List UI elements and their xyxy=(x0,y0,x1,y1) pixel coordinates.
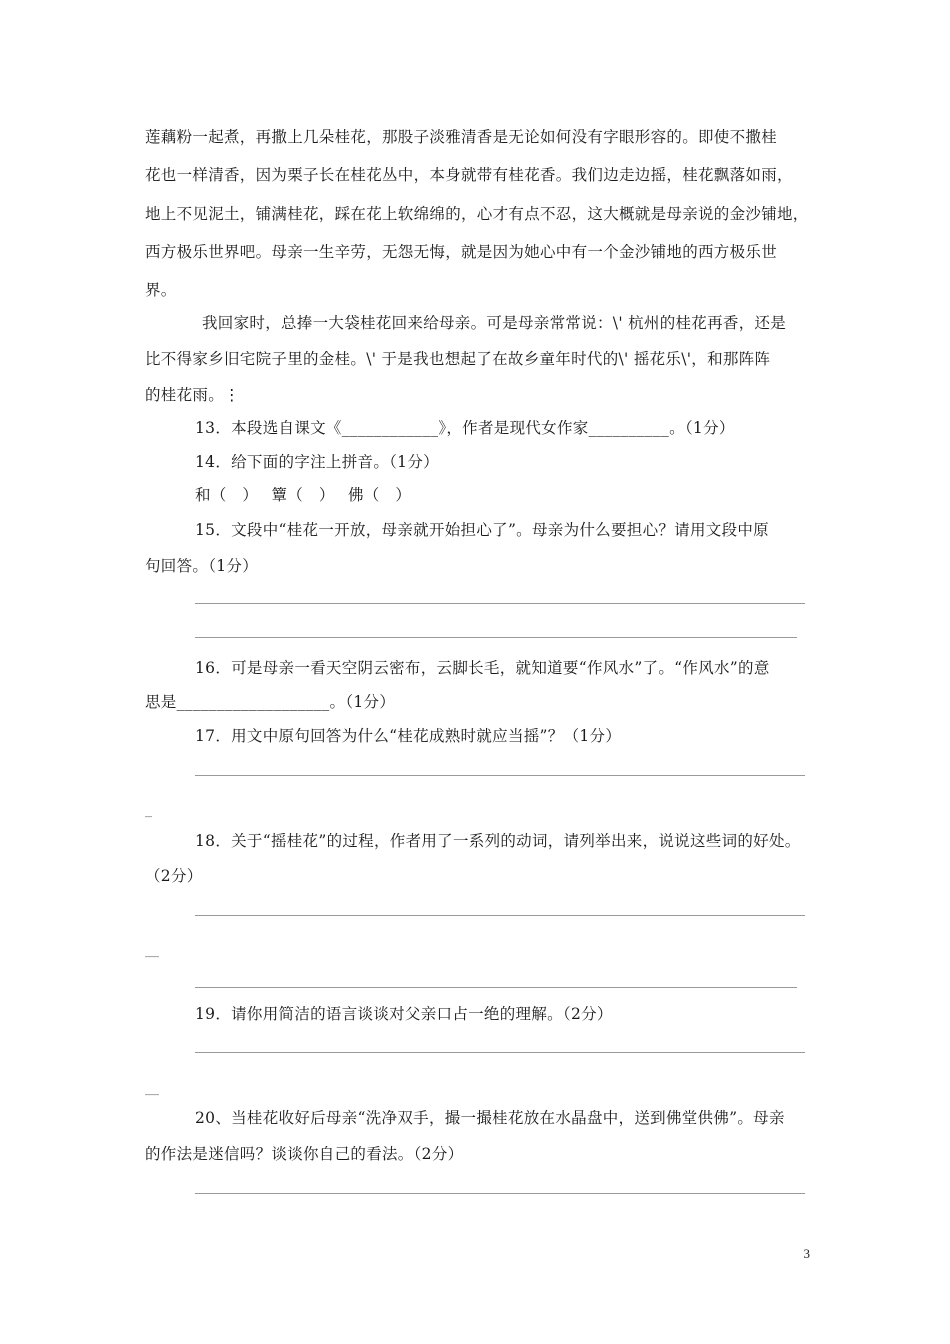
answer-line-19 xyxy=(195,1052,805,1053)
passage-line-4: 西方极乐世界吧。母亲一生辛劳，无怨无悔，就是因为她心中有一个金沙铺地的西方极乐世 xyxy=(145,243,778,261)
question-15-line-1: 15．文段中“桂花一开放，母亲就开始担心了”。母亲为什么要担心？请用文段中原 xyxy=(195,521,769,539)
answer-line-17 xyxy=(195,775,805,776)
passage2-line-2: 比不得家乡旧宅院子里的金桂。\' 于是我也想起了在故乡童年时代的\' 摇花乐\'，和那阵阵 xyxy=(145,350,771,368)
answer-line-15a xyxy=(195,603,805,604)
answer-line-18a xyxy=(195,915,805,916)
passage-line-2: 花也一样清香，因为栗子长在桂花丛中，本身就带有桂花香。我们边走边摇，桂花飘落如雨， xyxy=(145,166,793,184)
question-16-line-1: 16．可是母亲一看天空阴云密布，云脚长毛，就知道要“作风水”了。“作风水”的意 xyxy=(195,659,770,677)
question-20-line-2: 的作法是迷信吗？谈谈你自己的看法。（2分） xyxy=(145,1145,464,1163)
passage2-line-1: 我回家时，总捧一大袋桂花回来给母亲。可是母亲常常说：\' 杭州的桂花再香，还是 xyxy=(202,314,787,332)
question-17: 17．用文中原句回答为什么“桂花成熟时就应当摇”？（1分） xyxy=(195,727,622,745)
question-18-line-2: （2分） xyxy=(145,867,203,885)
question-20-line-1: 20、当桂花收好后母亲“洗净双手，撮一撮桂花放在水晶盘中，送到佛堂供佛”。母亲 xyxy=(195,1109,785,1127)
dash-mark-19: __ xyxy=(145,1080,159,1096)
question-19: 19．请你用简洁的语言谈谈对父亲口占一绝的理解。（2分） xyxy=(195,1005,613,1023)
question-16-line-2: 思是___________________。（1分） xyxy=(145,693,396,711)
question-15-line-2: 句回答。（1分） xyxy=(145,557,259,575)
passage-line-5: 界。 xyxy=(145,281,177,299)
answer-line-15b xyxy=(195,637,797,638)
question-14: 14．给下面的字注上拼音。（1分） xyxy=(195,453,439,471)
passage-line-1: 莲藕粉一起煮，再撒上几朵桂花，那股子淡雅清香是无论如何没有字眼形容的。即使不撒桂 xyxy=(145,128,778,146)
answer-line-20 xyxy=(195,1193,805,1194)
dash-mark-17: _ xyxy=(145,802,152,818)
passage2-line-3: 的桂花雨。⋮ xyxy=(145,386,240,404)
page-number: 3 xyxy=(803,1246,810,1261)
question-18-line-1: 18．关于“摇桂花”的过程，作者用了一系列的动词，请列举出来，说说这些词的好处。 xyxy=(195,832,801,850)
answer-line-18b xyxy=(195,987,797,988)
passage-line-3: 地上不见泥土，铺满桂花，踩在花上软绵绵的，心才有点不忍，这大概就是母亲说的金沙铺地， xyxy=(145,205,809,223)
dash-mark-18: __ xyxy=(145,942,159,958)
question-13: 13．本段选自课文《____________》，作者是现代女作家__________。（1分） xyxy=(195,419,735,437)
question-14-items: 和（ ） 簟（ ） 佛（ ） xyxy=(195,486,412,504)
